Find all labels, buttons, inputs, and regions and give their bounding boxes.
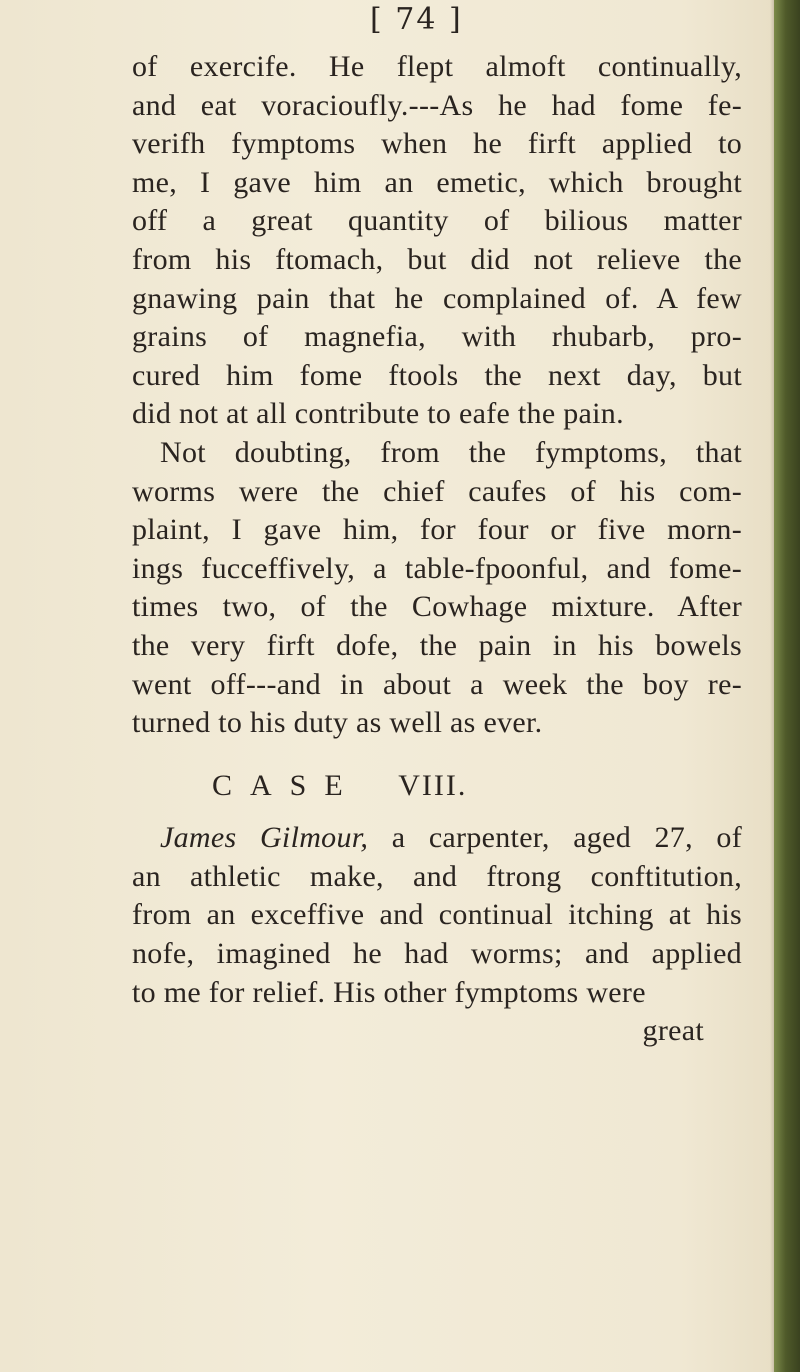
- text-line: from an exceffive and continual itching at his: [132, 898, 742, 932]
- catchword: great: [642, 1014, 704, 1048]
- text-line: the very firft dofe, the pain in his bowels: [132, 628, 742, 662]
- paragraph-2: [132, 434, 742, 743]
- case-heading-word: CASE: [212, 768, 361, 802]
- text-line: to me for relief. His other fymptoms were: [132, 975, 646, 1009]
- text-line: cured him fome ftools the next day, but: [132, 358, 742, 392]
- patient-name: James Gilmour,: [160, 821, 369, 855]
- text-line: ings fucceffively, a table-fpoonful, and fome-: [132, 551, 742, 585]
- paragraph-1: [132, 48, 742, 434]
- text-line: grains of magnefia, with rhubarb, pro-: [132, 320, 742, 354]
- text-line: Not doubting, from the fymptoms, that: [160, 435, 742, 469]
- text-line: an athletic make, and ftrong conftitution,: [132, 859, 742, 893]
- text-line: of exercife. He flept almoft continually,: [132, 50, 742, 83]
- text-line: turned to his duty as well as ever.: [132, 706, 543, 740]
- paragraph-3-first-line: [132, 819, 742, 858]
- text-line: from his ftomach, but did not relieve the: [132, 242, 742, 276]
- text-line: worms were the chief caufes of his com-: [132, 474, 742, 508]
- paragraph-3-first-line-rest: a carpenter, aged 27, of: [368, 821, 742, 855]
- case-heading: [132, 767, 742, 806]
- case-heading-number: VIII.: [398, 768, 468, 802]
- text-line: times two, of the Cowhage mixture. After: [132, 590, 742, 624]
- text-line: did not at all contribute to eafe the pain.: [132, 397, 624, 431]
- book-binding-edge: [774, 0, 800, 1372]
- text-line: verifh fymptoms when he firft applied to: [132, 127, 742, 161]
- text-line: went off---and in about a week the boy re-: [132, 667, 742, 701]
- page-number: [ 74 ]: [370, 2, 463, 37]
- text-line: me, I gave him an emetic, which brought: [132, 165, 742, 199]
- text-line: plaint, I gave him, for four or five morn-: [132, 513, 742, 547]
- paragraph-3: [132, 819, 742, 1012]
- text-line: gnawing pain that he complained of. A few: [132, 281, 742, 315]
- paragraph-3-lines: [132, 858, 742, 1012]
- body-text: [132, 48, 742, 1051]
- text-line: off a great quantity of bilious matter: [132, 204, 742, 238]
- text-line: and eat voracioufly.---As he had fome fe-: [132, 88, 742, 122]
- text-line: nofe, imagined he had worms; and applied: [132, 937, 742, 971]
